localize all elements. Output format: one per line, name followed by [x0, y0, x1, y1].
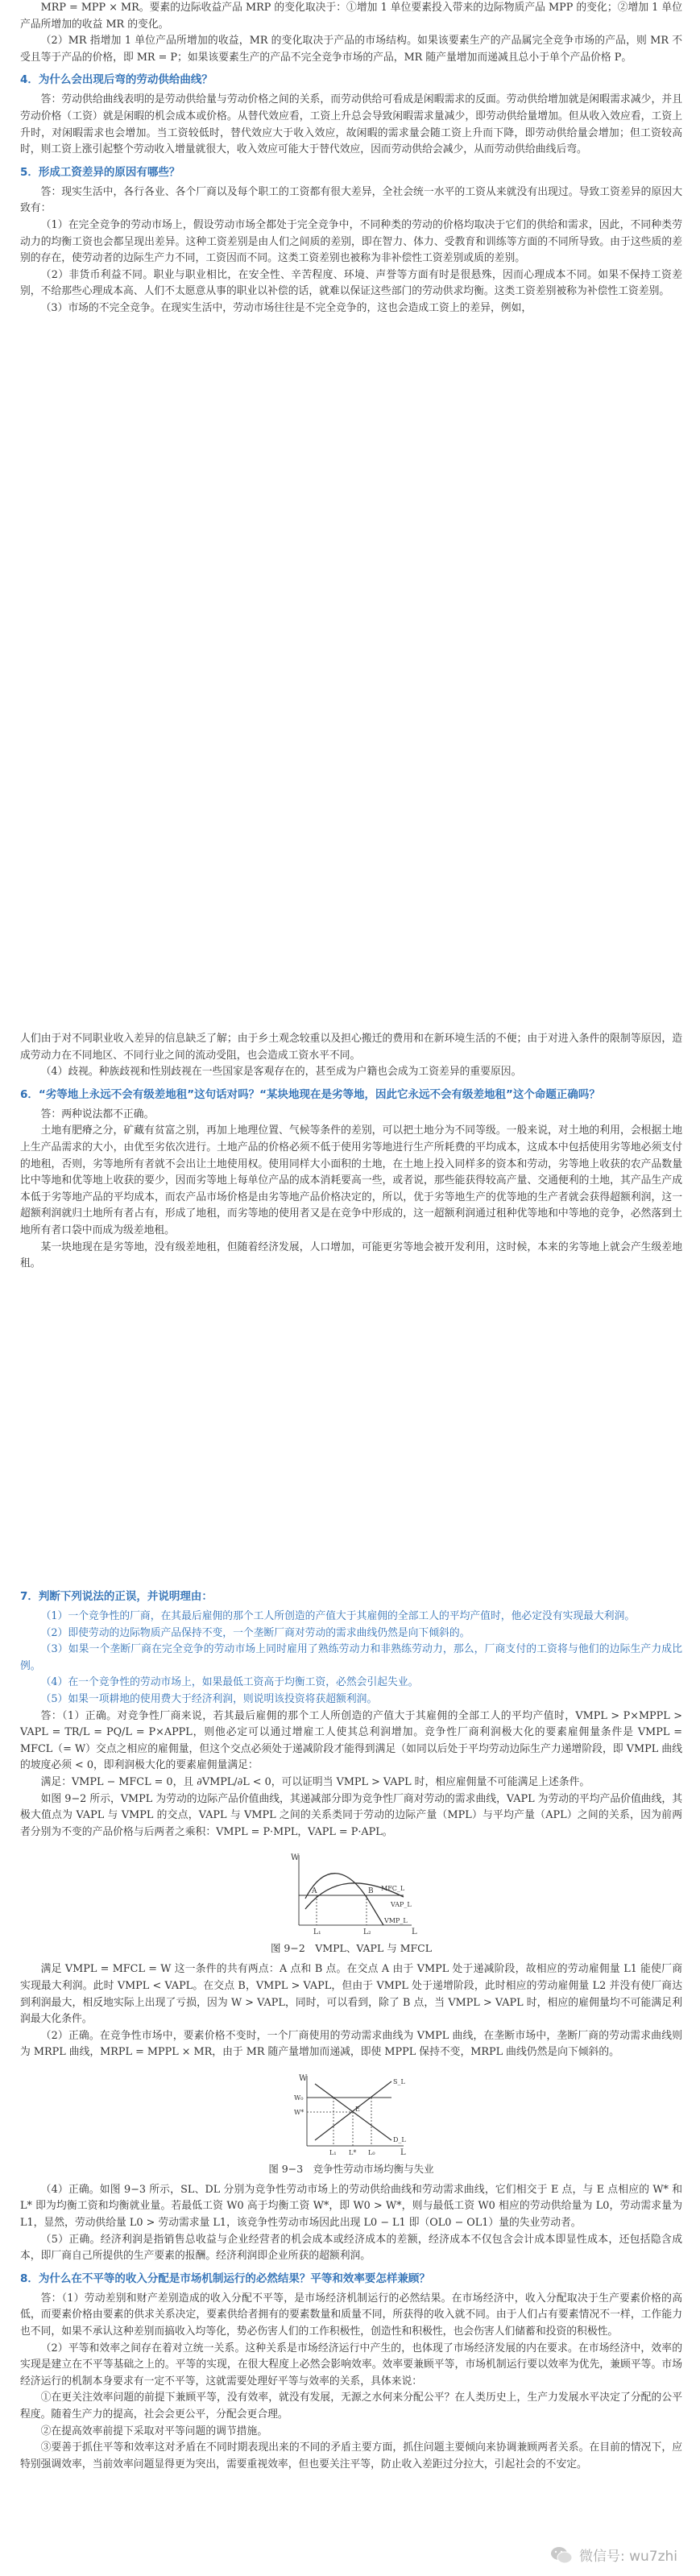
- wechat-watermark: [550, 2545, 677, 2565]
- question-8-heading: 8．为什么在不平等的收入分配是市场机制运行的必然结果？平等和效率要怎样兼顾？: [20, 2272, 430, 2285]
- document-page-2: [0, 1031, 700, 1571]
- question-6-heading: 6．“劣等地上永远不会有级差地租”这句话对吗？“某块地现在是劣等地，因此它永远不会有级差地租”这个命题正确吗？: [20, 1087, 600, 1101]
- point-a-label: A: [312, 1887, 317, 1896]
- weq-label: W*: [294, 2108, 304, 2116]
- answer-7-paragraph-2: 满足：VMPL − MFCL = 0，且 ∂VMPL/∂L < 0，可以证明当 VMPL > VAPL 时，相应雇佣量不可能满足上述条件。: [40, 1775, 590, 1788]
- answer-7-paragraph-7: （5）正确。经济利润是指销售总收益与企业经营者的机会成本或经济成本的差额，经济成本不仅包含会计成本即显性成本，还包括隐含成本，即厂商自己所提供的生产要素的报酬。经济利润即企业所获的超额利润。: [20, 2233, 682, 2263]
- vap-label: VAP_L: [391, 1901, 412, 1909]
- answer-7-paragraph-6: （4）正确。如图 9−3 所示，SL、DL 分别为竞争性劳动市场上的劳动供给曲线和劳动需求曲线，它们相交于 E 点，与 E 点相应的 W* 和 L* 即为均衡工资和均衡就业量。若最低工资 W0 高于均衡工资 W*，即 W0 > W*，则与最低工资 W0 相应的劳动供给量为 L0，劳动需求量为 L1，显然，劳动供给量 L0 > 劳动需求量 L1，该竞争性劳动市场因此出现 L0 − L1 即（OL0 − OL1）量的失业劳动者。: [20, 2183, 682, 2230]
- leq-label: L*: [349, 2148, 357, 2156]
- figure-9-3-caption: 图 9−3 竞争性劳动市场均衡与失业: [268, 2162, 434, 2175]
- question-7-heading: 7．判断下列说法的正误，并说明理由：: [20, 1590, 213, 1603]
- answer-8-paragraph-5: ③要善于抓住平等和效率这对矛盾在不同时期表现出来的不同的矛盾主要方面，抓住问题主要倾向来协调兼顾两者关系。在目前的情况下，应特别强调效率，当前效率问题显得更为突出，需要重视效率，但也要关注平等，防止收入差距过分拉大，引起社会的不安定。: [20, 2441, 682, 2470]
- answer-6-paragraph-3: 某一块地现在是劣等地，没有级差地租，但随着经济发展，人口增加，可能更劣等地会被开发利用，这时候，本来的劣等地上就会产生级差地租。: [20, 1240, 682, 1270]
- continued-paragraph: 人们由于对不同职业收入差异的信息缺乏了解；由于乡土观念较重以及担心搬迁的费用和在新环境生活的不便；由于对进入条件的限制等原因，造成劳动力在不同地区、不同行业之间的流动受阻，也会造成工资水平不同。: [20, 1033, 682, 1062]
- question-7-item-4: （4）在一个竞争性的劳动市场上，如果最低工资高于均衡工资，必然会引起失业。: [40, 1676, 419, 1689]
- wechat-icon: [550, 2545, 573, 2565]
- intro-paragraph-1: MRP = MPP × MR。要素的边际收益产品 MRP 的变化取决于：①增加 1 单位要素投入带来的边际物质产品 MPP 的变化；②增加 1 单位产品所增加的收益 MR 的变化。: [20, 2, 682, 31]
- x-axis-label: L: [412, 1928, 417, 1937]
- document-page-3: [0, 1583, 700, 2576]
- answer-8-paragraph-4: ②在提高效率前提下采取对平等问题的调节措施。: [40, 2425, 268, 2437]
- intro-paragraph-2: （2）MR 指增加 1 单位产品所增加的收益，MR 的变化取决于产品的市场结构。如果该要素生产的产品属完全竞争市场的产品，则 MR 不受且等于产品的价格，即 MR = P；如果该要素生产的产品不完全竞争市场的产品，MR 随产量增加而递减且总小于单个产品价格 P。: [20, 35, 682, 64]
- answer-8-paragraph-2: （2）平等和效率之间存在着对立统一关系。这种关系是市场经济运行中产生的，也体现了市场经济发展的内在要求。在市场经济中，效率的实现是建立在不平等基础之上的。平等的实现，在很大程度上必然会影响效率。效率要兼顾平等，市场机制运行要以效率为优先，兼顾平等。市场经济运行的机制本身要求有一定不平等，这就需要处理好平等与效率的关系，具体来说：: [20, 2342, 682, 2388]
- l2-label: L₂: [363, 1928, 371, 1937]
- question-5-heading: 5．形成工资差异的原因有哪些？: [20, 165, 180, 179]
- answer-7-paragraph-4: 满足 VMPL = MFCL = W 这一条件的共有两点：A 点和 B 点。在交点 A 由于 VMPL 处于递减阶段，故相应的劳动雇佣量 L1 能使厂商实现最大利润。此时 VMPL < VAPL。在交点 B，VMPL > VAPL，但由于 VMPL 处于递增阶段，此时相应的劳动雇佣量 L2 并没有使厂商达到利润最大，相反地实际上出现了亏损，因为 W > VAPL，同时，可以看到，除了 B 点，当 VMPL > VAPL 时，相应的雇佣量均不可能满足利润最大化条件。: [20, 1963, 682, 2026]
- question-4-heading: 4．为什么会出现后弯的劳动供给曲线？: [20, 73, 213, 87]
- point-b-label: B: [368, 1887, 374, 1896]
- answer-8-paragraph-1: 答：（1）劳动差别和财产差别造成的收入分配不平等，是市场经济机制运行的必然结果。在市场经济中，收入分配取决于生产要素价格的高低，而要素价格由要素的供求关系决定，要素供给者拥有的要素数量和质量不同，所获得的收入就不同。由于人们占有要素情况不一样，工作能力也不同，如果不承认这种差别而搞收入均等化，势必伤害人们的工作积极性，创造性和积极性，也会伤害人们储蓄和投资的积极性。: [20, 2292, 682, 2338]
- answer-8-paragraph-3: ①在更关注效率问题的前提下兼顾平等，没有效率，就没有发展，无源之水何来分配公平？在人类历史上，生产力发展水平决定了分配的公平程度。随着生产力的提高，社会会更公平，分配会更合理。: [20, 2392, 682, 2421]
- answer-5-paragraph-2: （1）在完全竞争的劳动市场上，假设劳动市场全都处于完全竞争中，不同种类的劳动的价格均取决于它们的供给和需求，因此，不同种类劳动力的均衡工资也会都呈现出差异。这种工资差别是由人们之间质的差别，即在智力、体力、受教育和训练等方面的不同所导致。由于这些质的差别的存在，使劳动者的边际生产力不同，工资因而不同。这类工资差别也被称为非补偿性工资差别或质的差别。: [20, 218, 682, 265]
- answer-7-paragraph-3: 如图 9−2 所示，VMPL 为劳动的边际产品价值曲线，其递减部分即为竞争性厂商对劳动的需求曲线，VAPL 为劳动的平均产品价值曲线，其极大值点为 VAPL 与 VMPL 的交点，VAPL 与 VMPL 之间的关系类同于劳动的边际产量（MPL）与平均产量（APL）之间的关系，因为前两者分别为不变的产品价格与后两者之乘积：VMPL = P·MPL，VAPL = P·APL。: [20, 1792, 682, 1838]
- answer-5-paragraph-4: （3）市场的不完全竞争。在现实生活中，劳动市场往往是不完全竞争的，这也会造成工资上的差异，例如，: [40, 301, 532, 314]
- y-axis-label: W: [299, 2073, 308, 2083]
- w0-label: W₀: [294, 2094, 304, 2102]
- answer-7-paragraph-1: 答：（1）正确。对竞争性厂商来说，若其最后雇佣的那个工人所创造的产值大于其雇佣的全部工人的平均产值时，VMPL > P×MPPL > VAPL = TR/L = PQ/L = P×APPL，则他必定可以通过增雇工人使其总利润增加。竞争性厂商利润极大化的要素雇佣量条件是 VMPL = MFCL（= W）交点之相应的雇佣量，但这个交点必须处于递减阶段才能得到满足（如同以后处于平均劳动边际生产力递增阶段，即 VMPL 曲线的坡度必须 < 0，即利润极大化的要素雇佣量满足：: [20, 1709, 682, 1772]
- question-7-item-3: （3）如果一个垄断厂商在完全竞争的劳动市场上同时雇用了熟练劳动力和非熟练劳动力，那么，厂商支付的工资将与他们的边际生产力成比例。: [20, 1643, 682, 1672]
- y-axis-label: W: [291, 1853, 300, 1863]
- x-axis-label: L: [400, 2147, 406, 2157]
- l1-label: L₁: [329, 2148, 337, 2156]
- answer-5-paragraph-3: （2）非货币利益不同。职业与职业相比，在安全性、辛苦程度、环境、声誉等方面有时是很悬殊，因而心理成本不同。如果不保持工资差别，不给那些心理成本高、人们不太愿意从事的职业以补偿的话，就难以保证这些部门的劳动供求均衡。这类工资差别被称为补偿性工资差别。: [20, 268, 682, 298]
- question-7-item-1: （1）一个竞争性的厂商，在其最后雇佣的那个工人所创造的产值大于其雇佣的全部工人的平均产值时，他必定没有实现最大利润。: [40, 1610, 636, 1622]
- vmp-label: VMP_L: [384, 1917, 408, 1925]
- figure-9-3-diagram: [291, 2069, 412, 2158]
- answer-7-paragraph-5: （2）正确。在竞争性市场中，要素价格不变时，一个厂商使用的劳动需求曲线为 VMPL 曲线，在垄断市场中，垄断厂商的劳动需求曲线则为 MRPL 曲线，MRPL = MPPL × MR，由于 MR 随产量增加而递减，即使 MPPL 保持不变，MRPL 曲线仍然是向下倾斜的。: [20, 2029, 682, 2059]
- vmp-curve: [305, 1874, 383, 1925]
- mfc-label: MFC_L: [381, 1885, 405, 1893]
- answer-4-paragraph: 答：劳动供给曲线表明的是劳动供给量与劳动价格之间的关系，而劳动供给可看成是闲暇需求的反面。劳动供给增加就是闲暇需求减少，并且劳动价格（工资）就是闲暇的机会成本或价格。从替代效应看，工资上升总会导致闲暇需求量减少，即劳动供给量增加。但从收入效应看，工资上升时，对闲暇需求也会增加。当工资较低时，替代效应大于收入效应，故闲暇的需求量会随工资上升而下降，即劳动供给量会增加；但工资较高时，则工资上涨引起整个劳动收入增量就很大，收入效应可能大于替代效应，因而劳动供给会减少，从而劳动供给曲线后弯。: [20, 93, 682, 156]
- answer-5-paragraph-1: 答：现实生活中，各行各业、各个厂商以及每个职工的工资都有很大差异，全社会统一水平的工资从来就没有出现过。导致工资差异的原因大致有：: [20, 185, 682, 215]
- question-7-item-5: （5）如果一项耕地的使用费大于经济利润，则说明该投资将获超额利润。: [40, 1692, 378, 1705]
- document-page-1: [0, 0, 700, 1015]
- l0-label: L₀: [368, 2148, 375, 2156]
- point-e-label: E: [355, 2105, 360, 2113]
- discrimination-paragraph: （4）歧视。种族歧视和性别歧视在一些国家是客观存在的，甚至成为户籍也会成为工资差异的重要原因。: [40, 1066, 522, 1079]
- watermark-text: 微信号: wu7zhi: [578, 2549, 677, 2565]
- answer-6-paragraph-2: 土地有肥瘠之分，矿藏有贫富之别，再加上地理位置、气候等条件的差别，可以把土地分为不同等级。一般来说，对土地的利用，会根据土地上生产品需求的大小，由优至劣依次进行。土地产品的价格必须不低于使用劣等地进行生产所耗费的平均成本，这成本中包括使用劣等地必须支付的地租，否则，劣等地所有者就不会出让土地使用权。使用同样大小面积的土地，在土地上投入同样多的资本和劳动，劣等地上收获的农产品数量比中等地和优等地上收获的要少，因而劣等地上每单位产品的成本消耗要高一些，或者说，那些能获得较高产量、交通便利的土地，其产品生产成本低于劣等地产品的平均成本，而农产品市场价格是由劣等地产品价格决定的，所以，优于劣等地生产的优等地的生产者就会获得超额利润，这一超额利润就归土地所有者占有，形成了地租，而劣等地的使用者又是在竞争中形成的，这一超额利润通过租种优等地和中等地的竞争，必然落到土地所有者口袋中而成为级差地租。: [20, 1124, 682, 1236]
- figure-9-2-diagram: [283, 1849, 420, 1937]
- answer-6-paragraph-1: 答：两种说法都不正确。: [40, 1108, 155, 1120]
- figure-9-2-caption: 图 9−2 VMPL、VAPL 与 MFCL: [270, 1942, 433, 1955]
- supply-label: S_L: [393, 2077, 405, 2085]
- question-7-item-2: （2）即使劳动的边际物质产品保持不变，一个垄断厂商对劳动的需求曲线仍然是向下倾斜的。: [40, 1626, 470, 1639]
- l1-label: L₁: [313, 1928, 321, 1937]
- demand-label: D_L: [393, 2135, 406, 2143]
